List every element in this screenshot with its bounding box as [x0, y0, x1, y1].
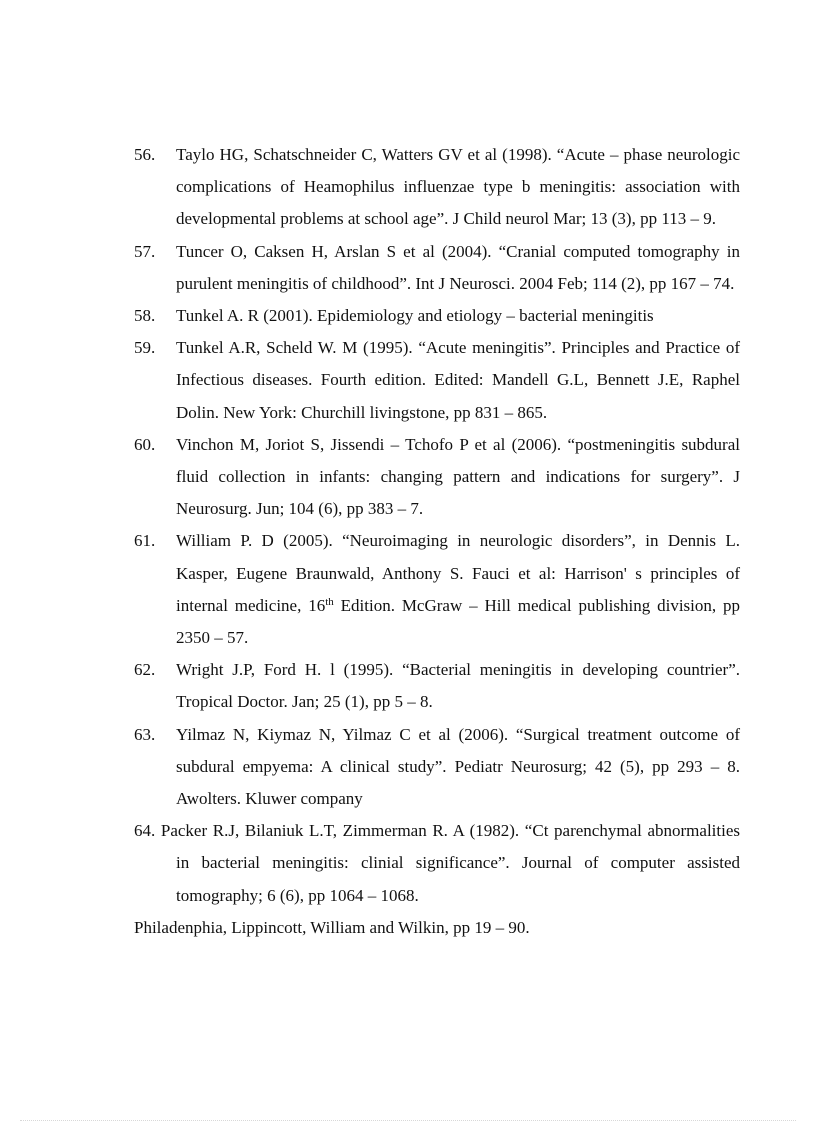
reference-number: 64. [134, 821, 156, 841]
reference-text: Wright J.P, Ford H. l (1995). “Bacterial meningitis in developing countrier”. Tropical Doctor. Jan; 25 (1), pp 5 – 8. [176, 660, 740, 712]
reference-number: 58. [134, 306, 156, 326]
reference-item [134, 719, 740, 816]
reference-number: 63. [134, 724, 156, 744]
trailing-citation-line: Philadenphia, Lippincott, William and Wilkin, pp 19 – 90. [134, 917, 530, 937]
reference-text: Tunkel A. R (2001). Epidemiology and etiology – bacterial meningitis [176, 306, 654, 326]
reference-item [134, 300, 740, 332]
reference-item [134, 332, 740, 429]
reference-number: 57. [134, 241, 156, 261]
reference-item [134, 139, 740, 236]
reference-text: Yilmaz N, Kiymaz N, Yilmaz C et al (2006). “Surgical treatment outcome of subdural empyema: A clinical study”. Pediatr Neurosurg; 42 (5), pp 293 – 8. Awolters. Kluwer company [176, 724, 740, 809]
reference-number: 62. [134, 660, 156, 680]
superscript-ordinal: th [325, 595, 334, 608]
reference-text: Tunkel A.R, Scheld W. M (1995). “Acute meningitis”. Principles and Practice of Infectious diseases. Fourth edition. Edited: Mandell G.L, Bennett J.E, Raphel Dolin. New York: Churchill livingstone, pp 831 – 865. [176, 338, 740, 422]
reference-item [134, 815, 740, 912]
reference-item [134, 525, 740, 654]
reference-list [134, 139, 740, 944]
reference-text: Packer R.J, Bilaniuk L.T, Zimmerman R. A (1982). “Ct parenchymal abnormalities in bacterial meningitis: clinial significance”. Journal of computer assisted tomography; 6 (6), pp 1064 – 1068. [160, 821, 740, 905]
reference-text: Vinchon M, Joriot S, Jissendi – Tchofo P et al (2006). “postmeningitis subdural fluid collection in infants: changing pattern and indications for surgery”. J Neurosurg. Jun; 104 (6), pp 383 – 7. [176, 434, 740, 519]
reference-text-before: William P. D (2005). “Neuroimaging in neurologic disorders”, in Dennis L. Kasper, Eugene Braunwald, Anthony S. Fauci et al: Harrison' s principles of internal medicine, 16 [176, 531, 740, 615]
page-bottom-divider [20, 1120, 796, 1121]
reference-text: Tuncer O, Caksen H, Arslan S et al (2004). “Cranial computed tomography in purulent meningitis of childhood”. Int J Neurosci. 2004 Feb; 114 (2), pp 167 – 74. [176, 241, 740, 293]
reference-item [134, 236, 740, 300]
reference-text: Taylo HG, Schatschneider C, Watters GV et al (1998). “Acute – phase neurologic complications of Heamophilus influenzae type b meningitis: association with developmental problems at school age”. J Child neurol Mar; 13 (3), pp 113 – 9. [176, 145, 740, 229]
reference-text-after: Edition. McGraw – Hill medical publishing division, pp 2350 – 57. [176, 595, 740, 648]
reference-number: 56. [134, 145, 156, 164]
reference-number: 59. [134, 338, 156, 358]
reference-number: 60. [134, 434, 156, 454]
reference-item [134, 429, 740, 526]
reference-item [134, 654, 740, 718]
reference-number: 61. [134, 531, 156, 551]
